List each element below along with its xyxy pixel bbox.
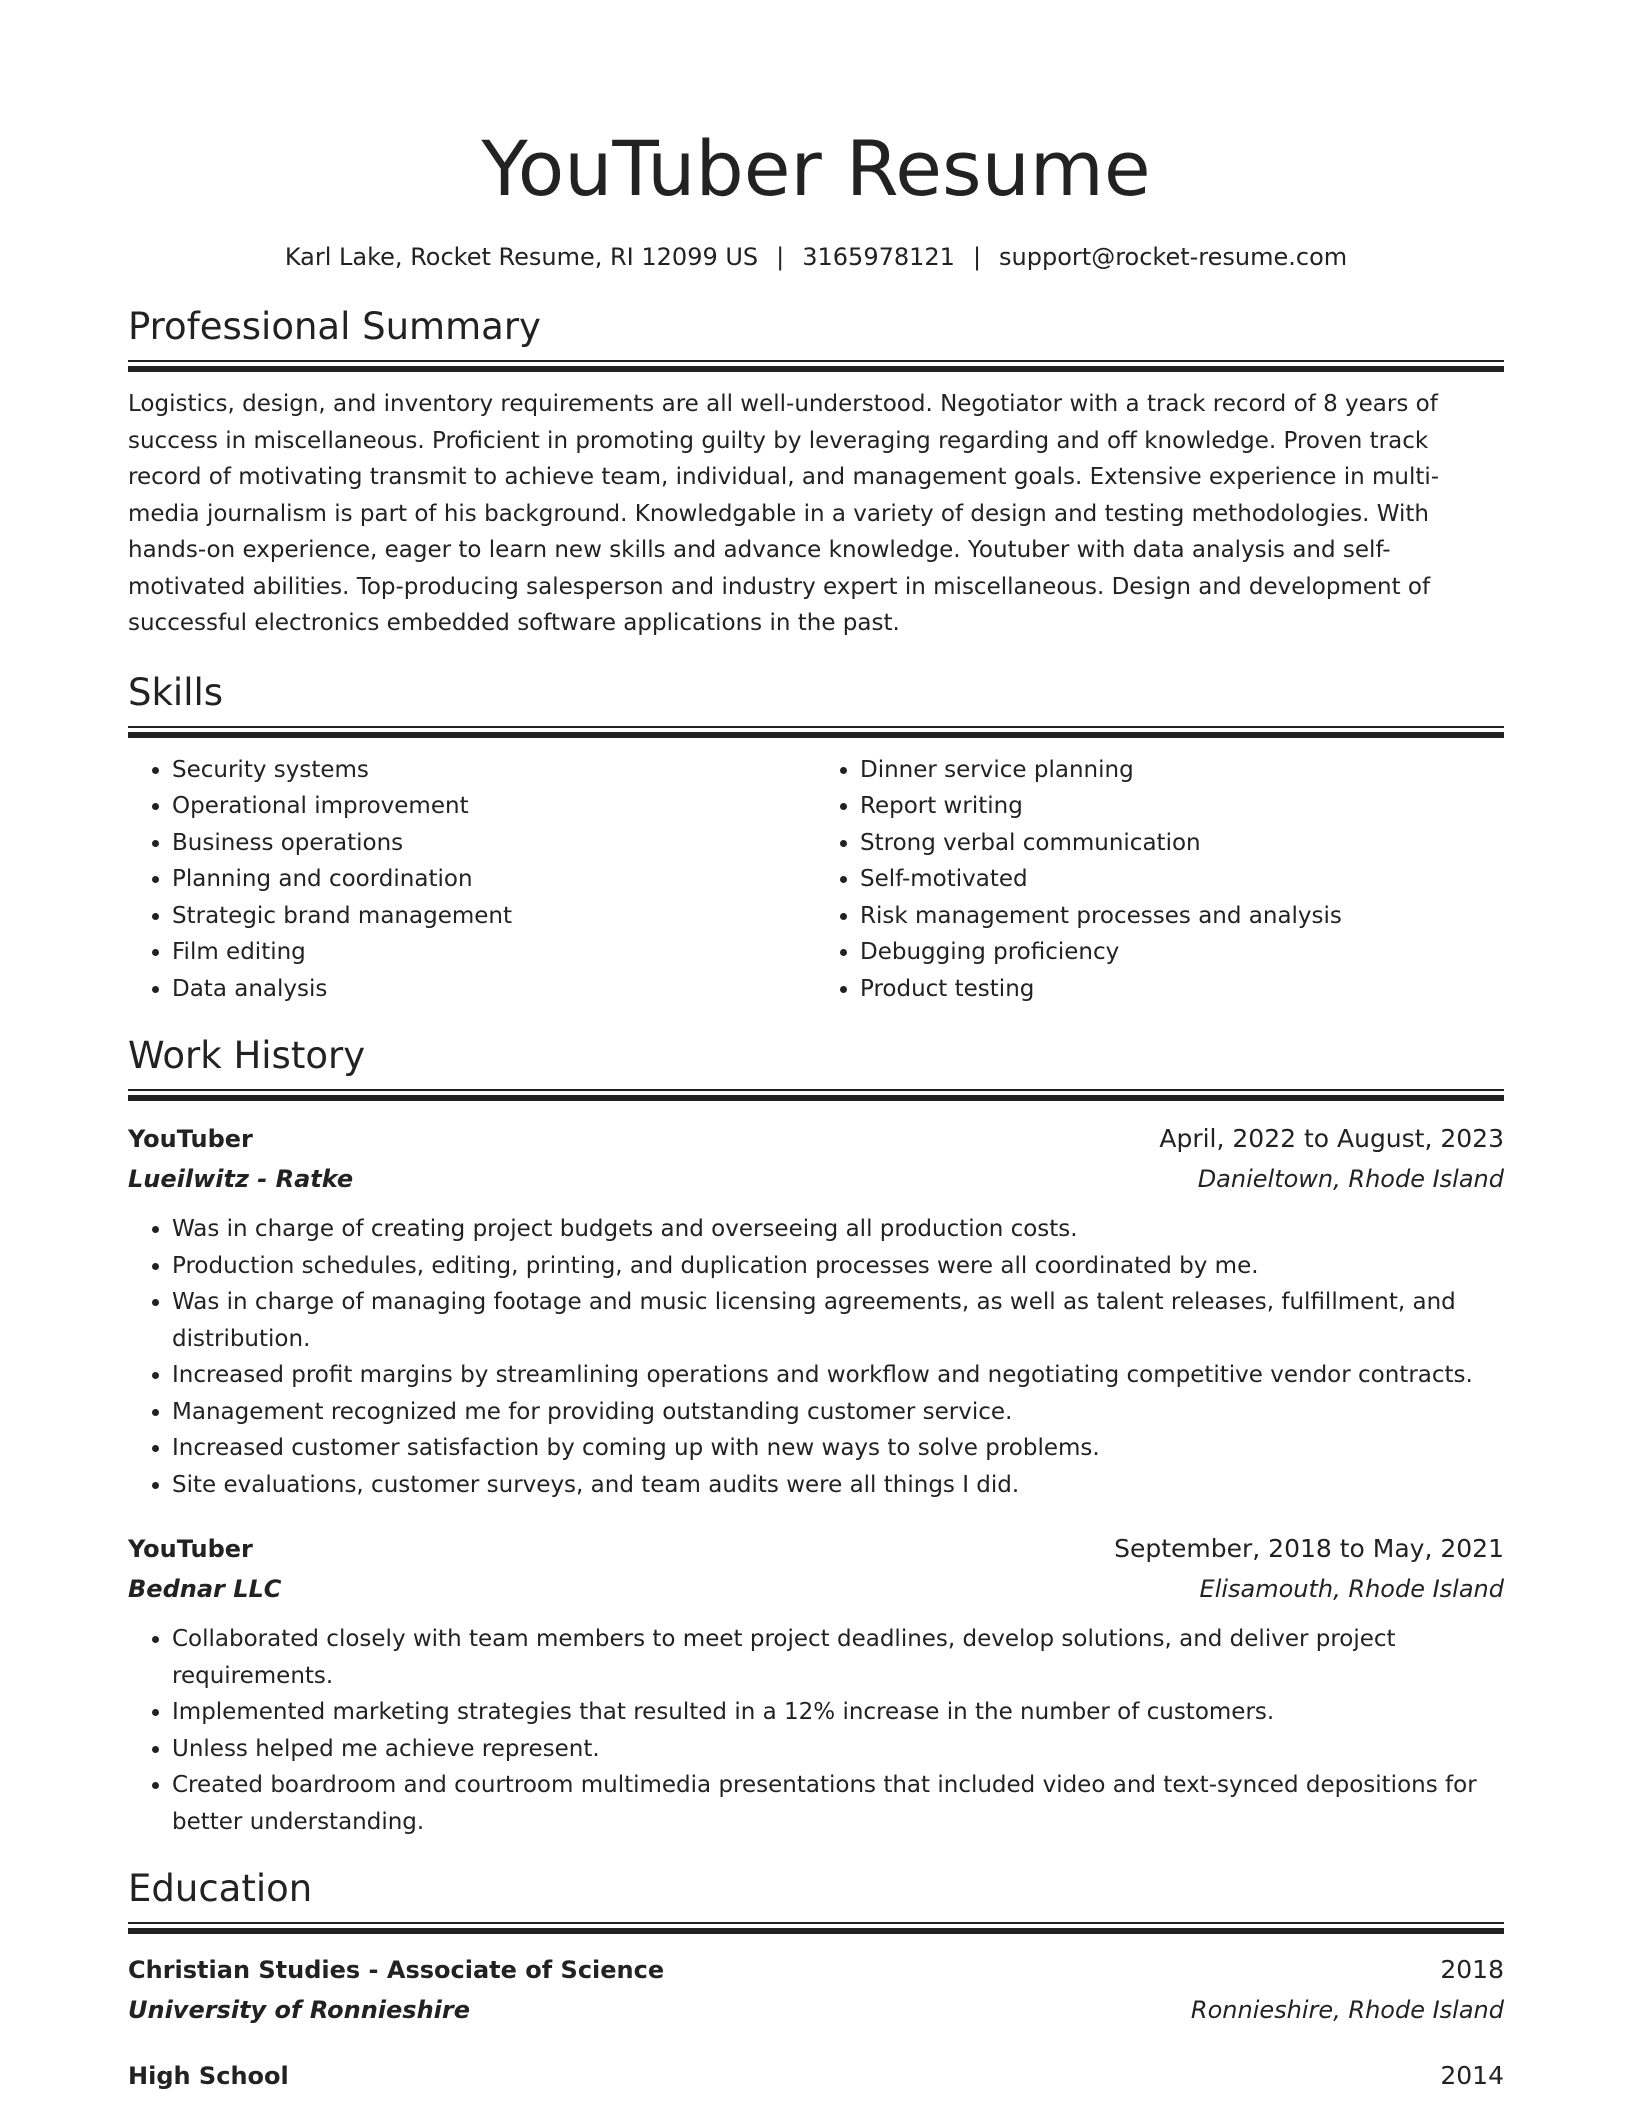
contact-separator: | [972,243,982,271]
skill-item: • Data analysis [172,971,816,1008]
education-school: University of Ronnieshire [128,1996,470,2024]
job-bullet: • Site evaluations, customer surveys, and team audits were all things I did. [172,1467,1504,1504]
skill-item: • Business operations [172,825,816,862]
job-company-row [128,1159,1504,1199]
job-bullet: • Management recognized me for providing outstanding customer service. [172,1394,1504,1431]
education-school-row [128,1990,1504,2030]
job-company: Lueilwitz - Ratke [128,1165,354,1193]
section-divider [128,360,1504,362]
skill-item: • Operational improvement [172,788,816,825]
contact-separator: | [776,243,785,271]
section-divider [128,1089,1504,1091]
job-bullets [128,1621,1504,1840]
section-heading-education: Education [128,1867,313,1910]
summary-text: Logistics, design, and inventory requirements are all well-understood. Negotiator with a track record of 8 years of success in miscellaneous. Proficient in promoting guilty by leveraging regarding and off knowledge. Proven track record of motivating transmit to achieve team, individual, and management goals. Extensive experience in multi-media journalism is part of his background. Knowledgable in a variety of design and testing methodologies. With hands-on experience, eager to learn new skills and advance knowledge. Youtuber with data analysis and self-motivated abilities. Top-producing salesperson and industry expert in miscellaneous. Design and development of successful electronics embedded software applications in the past. [128,391,1440,636]
job-entry [128,1119,1504,1503]
contact-phone: 3165978121 [802,243,955,271]
job-dates: September, 2018 to May, 2021 [1114,1534,1504,1563]
job-company: Bednar LLC [128,1575,282,1603]
job-bullet: • Was in charge of creating project budgets and overseeing all production costs. [172,1211,1504,1248]
skill-item: • Planning and coordination [172,861,816,898]
education-year: 2018 [1440,1955,1504,1984]
skill-item: • Self-motivated [860,861,1504,898]
section-heading-work: Work History [128,1034,366,1077]
job-bullets [128,1211,1504,1503]
skills-list-right [816,752,1504,1008]
section-divider-thick [128,366,1504,372]
education-location: Ronnieshire, Rhode Island [1190,1996,1504,2024]
skill-item: • Security systems [172,752,816,789]
skill-item: • Debugging proficiency [860,934,1504,971]
section-divider [128,1922,1504,1924]
job-bullet: • Was in charge of managing footage and music licensing agreements, as well as talent releases, fulfillment, and distribution. [172,1284,1504,1357]
skills-list-left [128,752,816,1008]
education-year: 2014 [1440,2061,1504,2090]
contact-email: support@rocket-resume.com [999,243,1348,271]
section-heading-skills: Skills [128,670,224,714]
job-location: Danieltown, Rhode Island [1197,1165,1504,1193]
education-degree: Christian Studies - Associate of Science [128,1956,665,1984]
job-company-row [128,1569,1504,1609]
job-bullet: • Created boardroom and courtroom multimedia presentations that included video and text-synced depositions for better understanding. [172,1767,1504,1840]
skill-item: • Strategic brand management [172,898,816,935]
contact-line [128,240,1504,274]
job-bullet: • Production schedules, editing, printing, and duplication processes were all coordinated by me. [172,1248,1504,1285]
section-divider-thick [128,1095,1504,1101]
skill-item: • Risk management processes and analysis [860,898,1504,935]
education-header-row [128,2056,1504,2096]
job-header-row [128,1529,1504,1569]
job-entry [128,1529,1504,1840]
section-divider-thick [128,732,1504,738]
section-heading-summary: Professional Summary [128,305,541,348]
job-bullet: • Increased profit margins by streamlining operations and workflow and negotiating competitive vendor contracts. [172,1357,1504,1394]
resume-page [128,0,1504,2096]
skill-item: • Strong verbal communication [860,825,1504,862]
education-entry [128,1950,1504,2030]
section-divider [128,726,1504,728]
education-degree: High School [128,2062,289,2090]
section-divider-thick [128,1928,1504,1934]
job-header-row [128,1119,1504,1159]
skills-columns [128,752,1504,1008]
skills-section [128,670,1504,1008]
job-bullet: • Unless helped me achieve represent. [172,1731,1504,1768]
education-section [128,1866,1504,2096]
job-dates: April, 2022 to August, 2023 [1159,1124,1504,1153]
skill-item: • Dinner service planning [860,752,1504,789]
skill-item: • Film editing [172,934,816,971]
contact-address: Karl Lake, Rocket Resume, RI 12099 US [284,243,759,271]
job-title: YouTuber [128,1535,253,1563]
resume-title: YouTuber Resume [481,124,1151,213]
education-header-row [128,1950,1504,1990]
job-bullet: • Increased customer satisfaction by coming up with new ways to solve problems. [172,1430,1504,1467]
job-title: YouTuber [128,1125,253,1153]
job-bullet: • Implemented marketing strategies that resulted in a 12% increase in the number of customers. [172,1694,1504,1731]
summary-section [128,304,1504,642]
skill-item: • Report writing [860,788,1504,825]
skill-item: • Product testing [860,971,1504,1008]
work-section [128,1033,1504,1840]
job-location: Elisamouth, Rhode Island [1199,1575,1504,1603]
education-entry [128,2056,1504,2096]
job-bullet: • Collaborated closely with team members to meet project deadlines, develop solutions, and deliver project requirements. [172,1621,1504,1694]
